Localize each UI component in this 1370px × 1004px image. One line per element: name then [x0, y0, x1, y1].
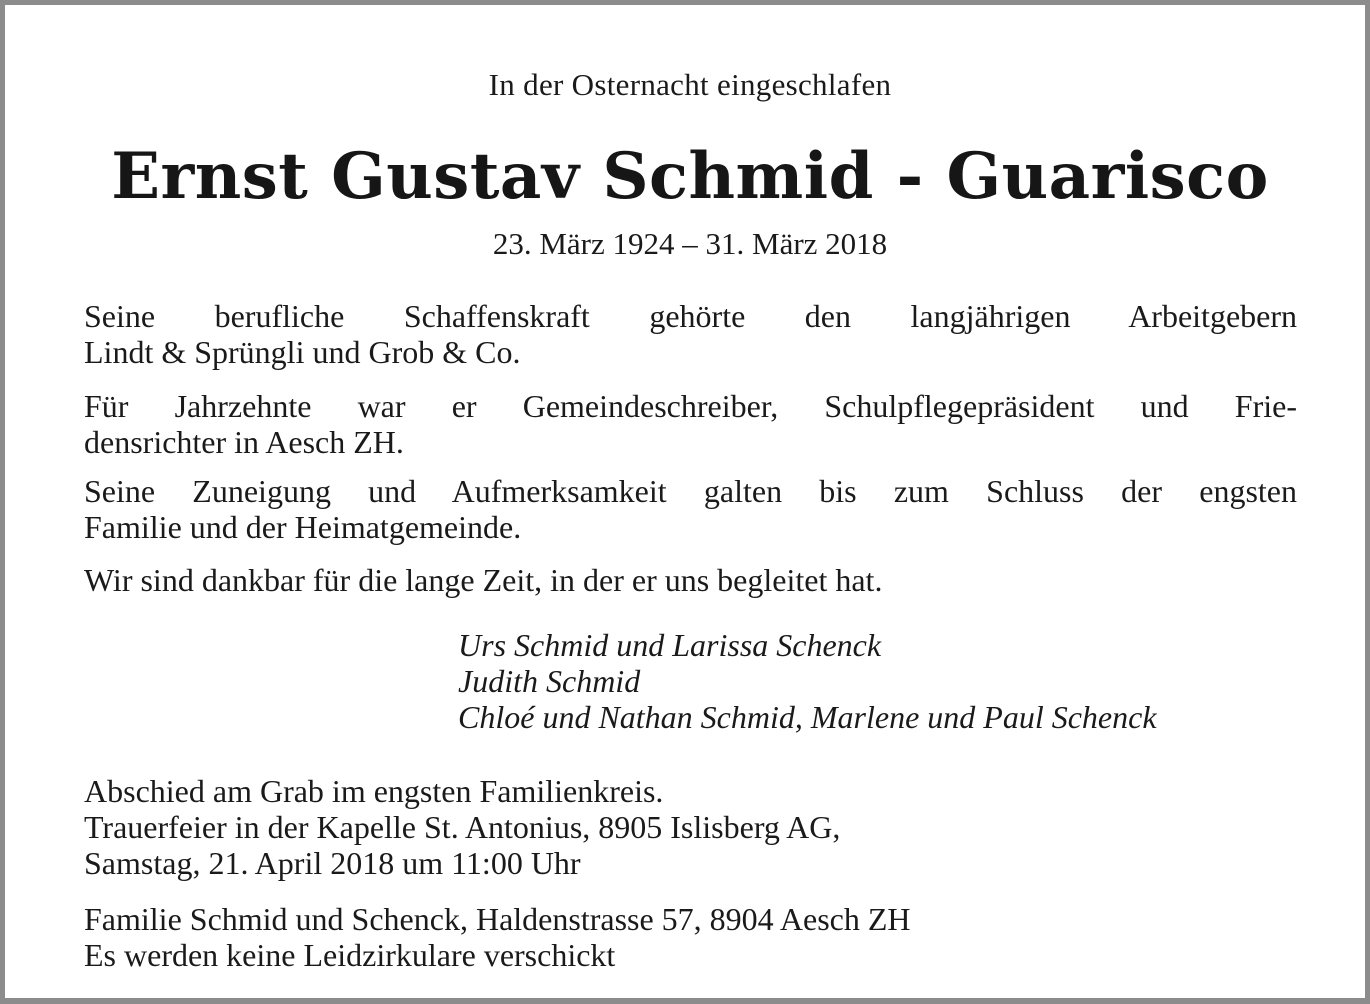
paragraph-family	[84, 473, 1297, 545]
paragraph-line: Seine berufliche Schaffenskraft gehörte den langjährigen Arbeitgebern	[84, 298, 1297, 334]
ceremony-line: Samstag, 21. April 2018 um 11:00 Uhr	[84, 845, 581, 881]
ceremony-line: Trauerfeier in der Kapelle St. Antonius, 8905 Islisberg AG,	[84, 809, 841, 845]
deceased-name: Ernst Gustav Schmid - Guarisco	[111, 139, 1269, 214]
paragraph-gratitude	[84, 562, 1297, 598]
paragraph-line: Lindt & Sprüngli und Grob & Co.	[84, 334, 521, 370]
paragraph-career	[84, 298, 1297, 370]
paragraph-line: Für Jahrzehnte war er Gemeindeschreiber, Schulpflegepräsident und Frie-	[84, 388, 1297, 424]
intro-line: In der Osternacht eingeschlafen	[488, 67, 892, 102]
ceremony-info	[84, 773, 1297, 881]
signatory: Urs Schmid und Larissa Schenck	[458, 627, 882, 663]
paragraph-line: Familie und der Heimatgemeinde.	[84, 509, 522, 545]
contact-line: Es werden keine Leidzirkulare verschickt	[84, 937, 616, 973]
ceremony-line: Abschied am Grab im engsten Familienkreis.	[84, 773, 664, 809]
contact-line: Familie Schmid und Schenck, Haldenstrasse 57, 8904 Aesch ZH	[84, 901, 911, 937]
paragraph-line: Wir sind dankbar für die lange Zeit, in der er uns begleitet hat.	[84, 562, 883, 598]
paragraph-line: Seine Zuneigung und Aufmerksamkeit galten bis zum Schluss der engsten	[84, 473, 1297, 509]
signatory: Chloé und Nathan Schmid, Marlene und Paul Schenck	[458, 699, 1157, 735]
paragraph-line: densrichter in Aesch ZH.	[84, 424, 404, 460]
signatory: Judith Schmid	[458, 663, 641, 699]
contact-info	[84, 901, 1297, 973]
signatories	[458, 627, 1318, 735]
paragraph-offices	[84, 388, 1297, 460]
life-dates: 23. März 1924 – 31. März 2018	[492, 226, 888, 261]
